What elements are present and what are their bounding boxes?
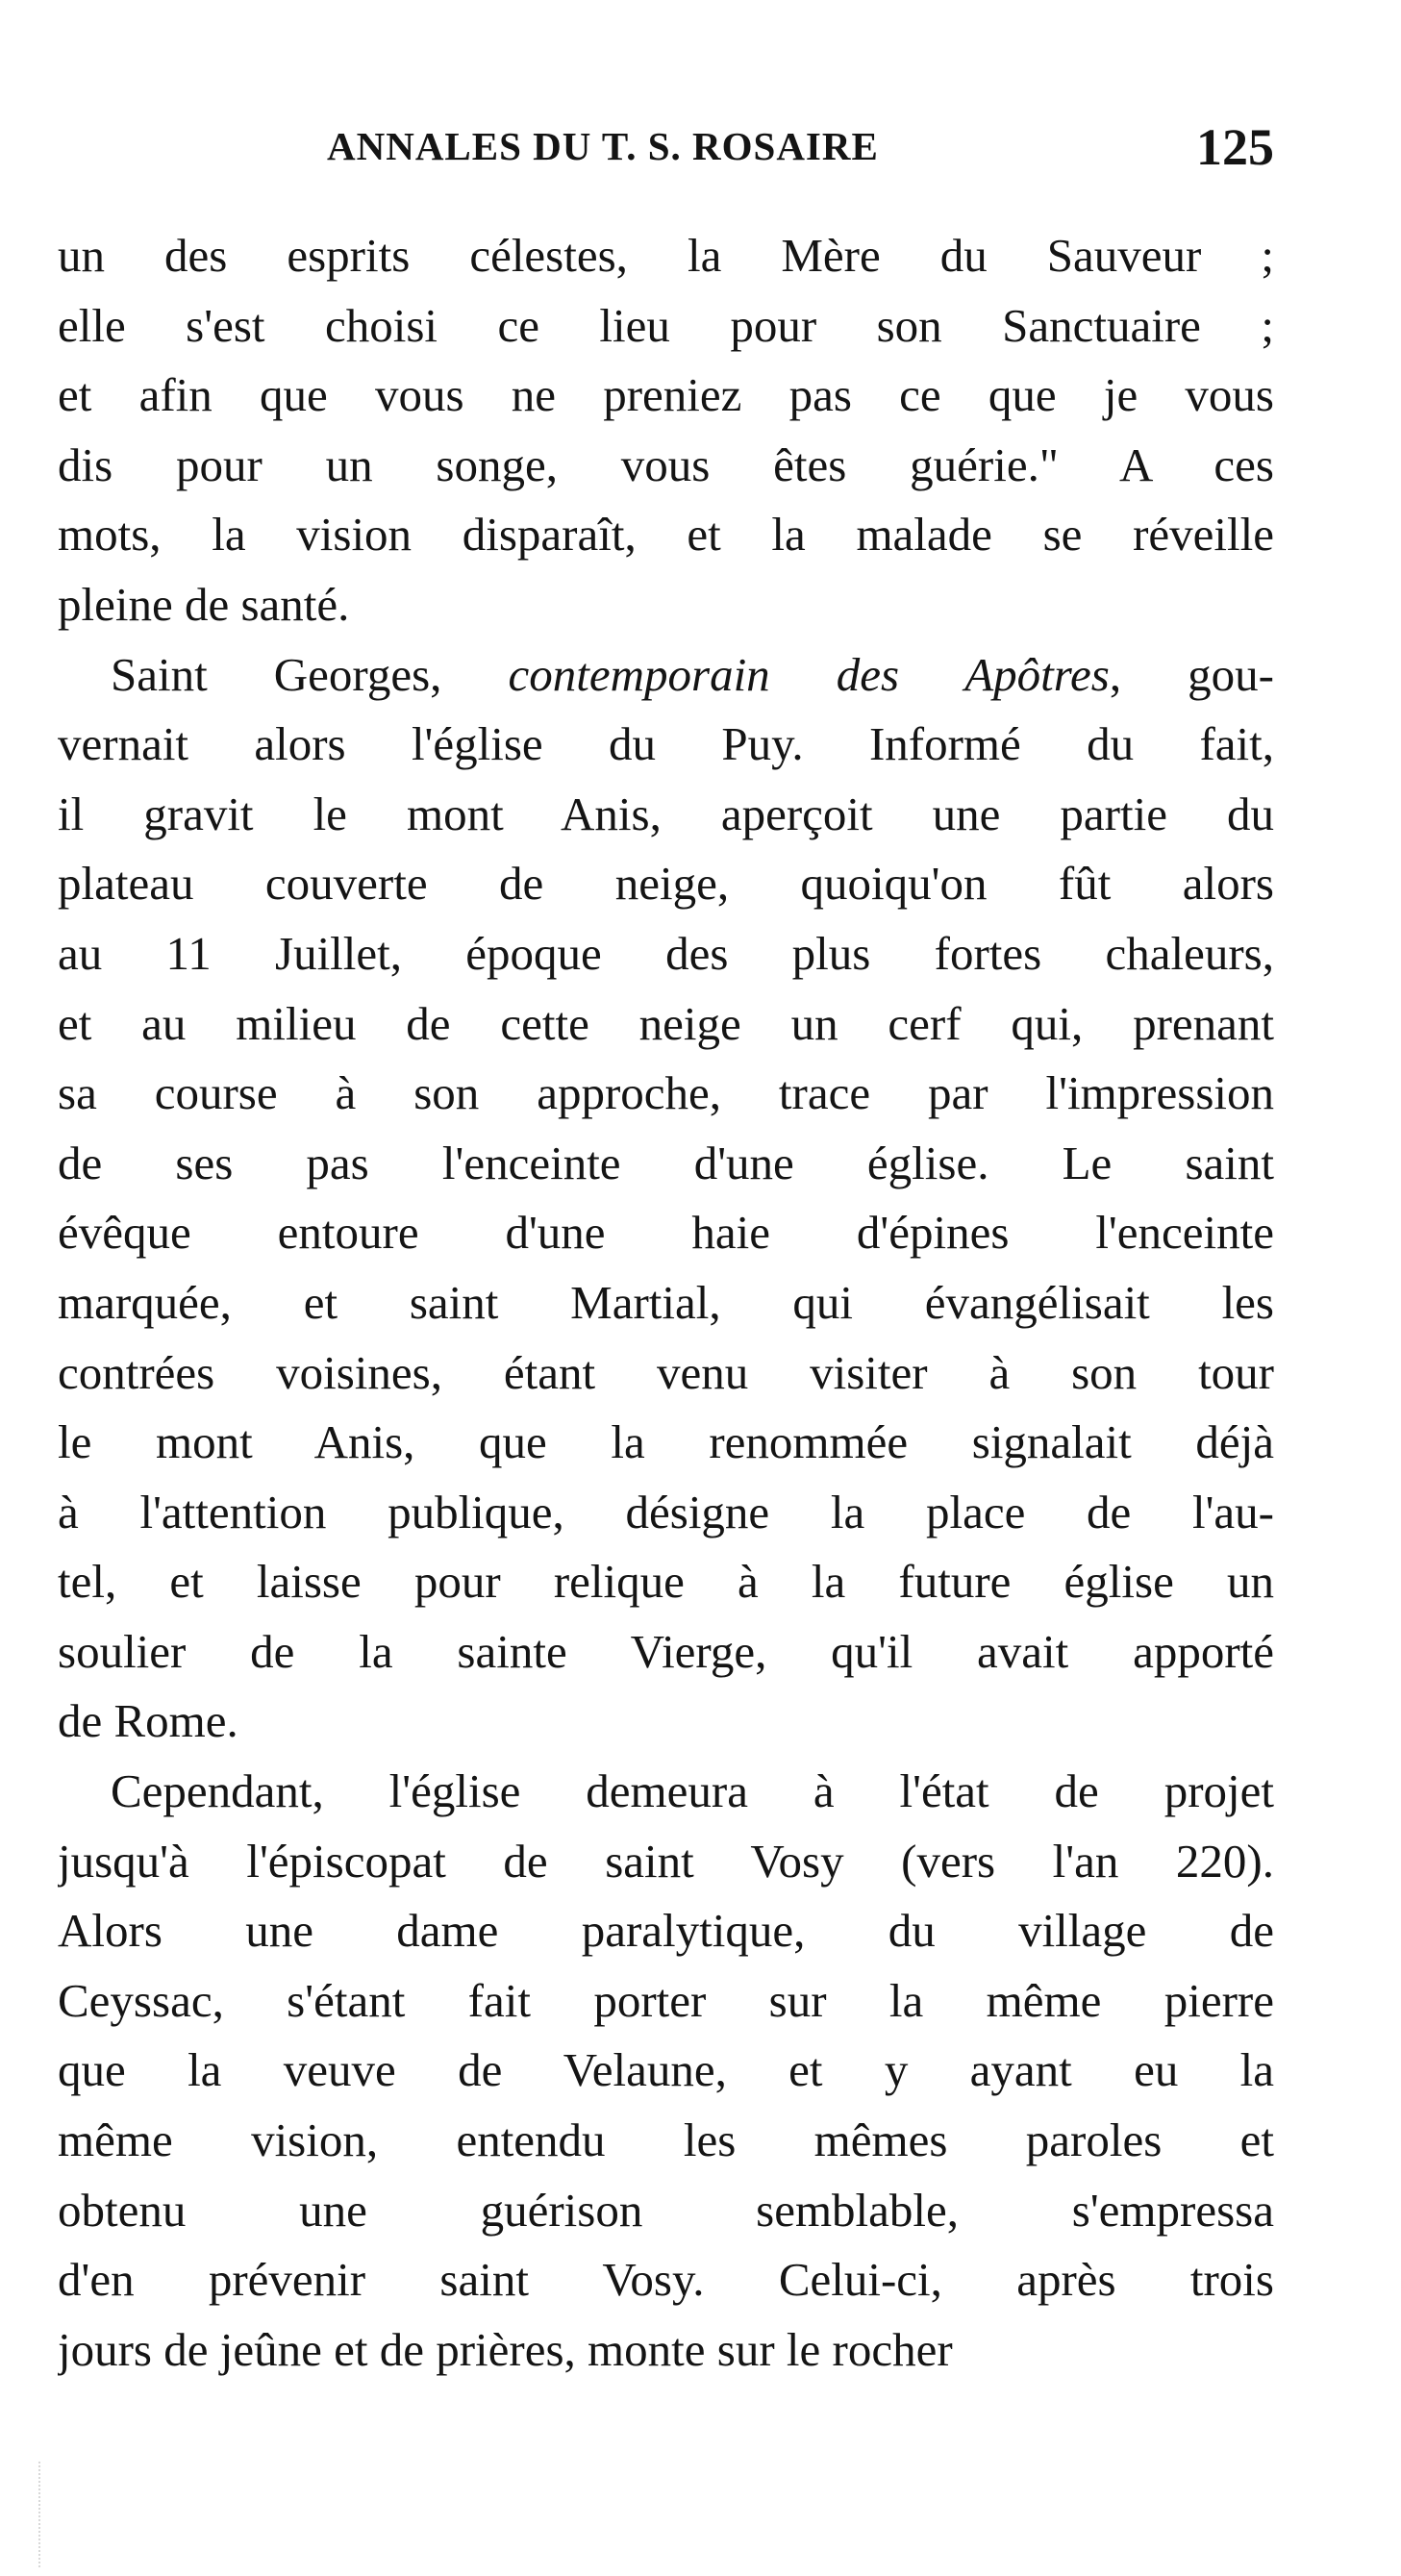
scan-edge-marks	[38, 2462, 42, 2567]
text-line: à l'attention publique, désigne la place de l'au-	[58, 1485, 1274, 1538]
text-line: évêque entoure d'une haie d'épines l'enceinte	[58, 1206, 1274, 1260]
running-title: ANNALES DU T. S. ROSAIRE	[327, 124, 879, 168]
text-line: Ceyssac, s'étant fait porter sur la même pierre	[58, 1973, 1274, 2027]
page-header	[327, 118, 1274, 181]
text-line: obtenu une guérison semblable, s'empressa	[58, 2183, 1274, 2237]
text-line: le mont Anis, que la renommée signalait déjà	[58, 1415, 1274, 1469]
text-line: d'en prévenir saint Vosy. Celui-ci, après trois	[58, 2253, 1274, 2307]
text-line: contrées voisines, étant venu visiter à son tour	[58, 1345, 1274, 1399]
text-line: mots, la vision disparaît, et la malade se réveille	[58, 508, 1274, 562]
text-line: il gravit le mont Anis, aperçoit une partie du	[58, 787, 1274, 840]
text-line: Alors une dame paralytique, du village de	[58, 1904, 1274, 1958]
text-line: Saint Georges, contemporain des Apôtres, gou-	[111, 647, 1274, 701]
text-line: de ses pas l'enceinte d'une église. Le saint	[58, 1136, 1274, 1189]
text-line: et au milieu de cette neige un cerf qui, prenant	[58, 996, 1274, 1050]
text-line: même vision, entendu les mêmes paroles et	[58, 2113, 1274, 2167]
text-line: soulier de la sainte Vierge, qu'il avait apporté	[58, 1624, 1274, 1678]
body-text	[58, 221, 1274, 2385]
text-line: et afin que vous ne preniez pas ce que je vous	[58, 368, 1274, 422]
text-line: jours de jeûne et de prières, monte sur le rocher	[58, 2322, 953, 2376]
text-line: un des esprits célestes, la Mère du Sauveur ;	[58, 229, 1274, 282]
text-line: de Rome.	[58, 1694, 238, 1748]
text-line: elle s'est choisi ce lieu pour son Sanctuaire ;	[58, 298, 1274, 352]
text-line: marquée, et saint Martial, qui évangélisait les	[58, 1275, 1274, 1329]
text-line: jusqu'à l'épiscopat de saint Vosy (vers l'an 220).	[58, 1834, 1274, 1888]
paragraph	[58, 1757, 1274, 2385]
text-line: plateau couverte de neige, quoiqu'on fût alors	[58, 857, 1274, 911]
text-line: pleine de santé.	[58, 577, 350, 631]
italic-phrase: contemporain des Apôtres	[508, 647, 1110, 701]
text-line: vernait alors l'église du Puy. Informé du fait,	[58, 717, 1274, 771]
text-line: Cependant, l'église demeura à l'état de projet	[111, 1764, 1274, 1818]
paragraph	[58, 221, 1274, 640]
text-line: dis pour un songe, vous êtes guérie." A ces	[58, 438, 1274, 491]
text-line: que la veuve de Velaune, et y ayant eu la	[58, 2043, 1274, 2097]
text-line: sa course à son approche, trace par l'impression	[58, 1066, 1274, 1120]
text-line: au 11 Juillet, époque des plus fortes chaleurs,	[58, 926, 1274, 980]
page-number: 125	[1196, 118, 1274, 176]
paragraph	[58, 640, 1274, 1758]
text-line: tel, et laisse pour relique à la future église un	[58, 1555, 1274, 1609]
